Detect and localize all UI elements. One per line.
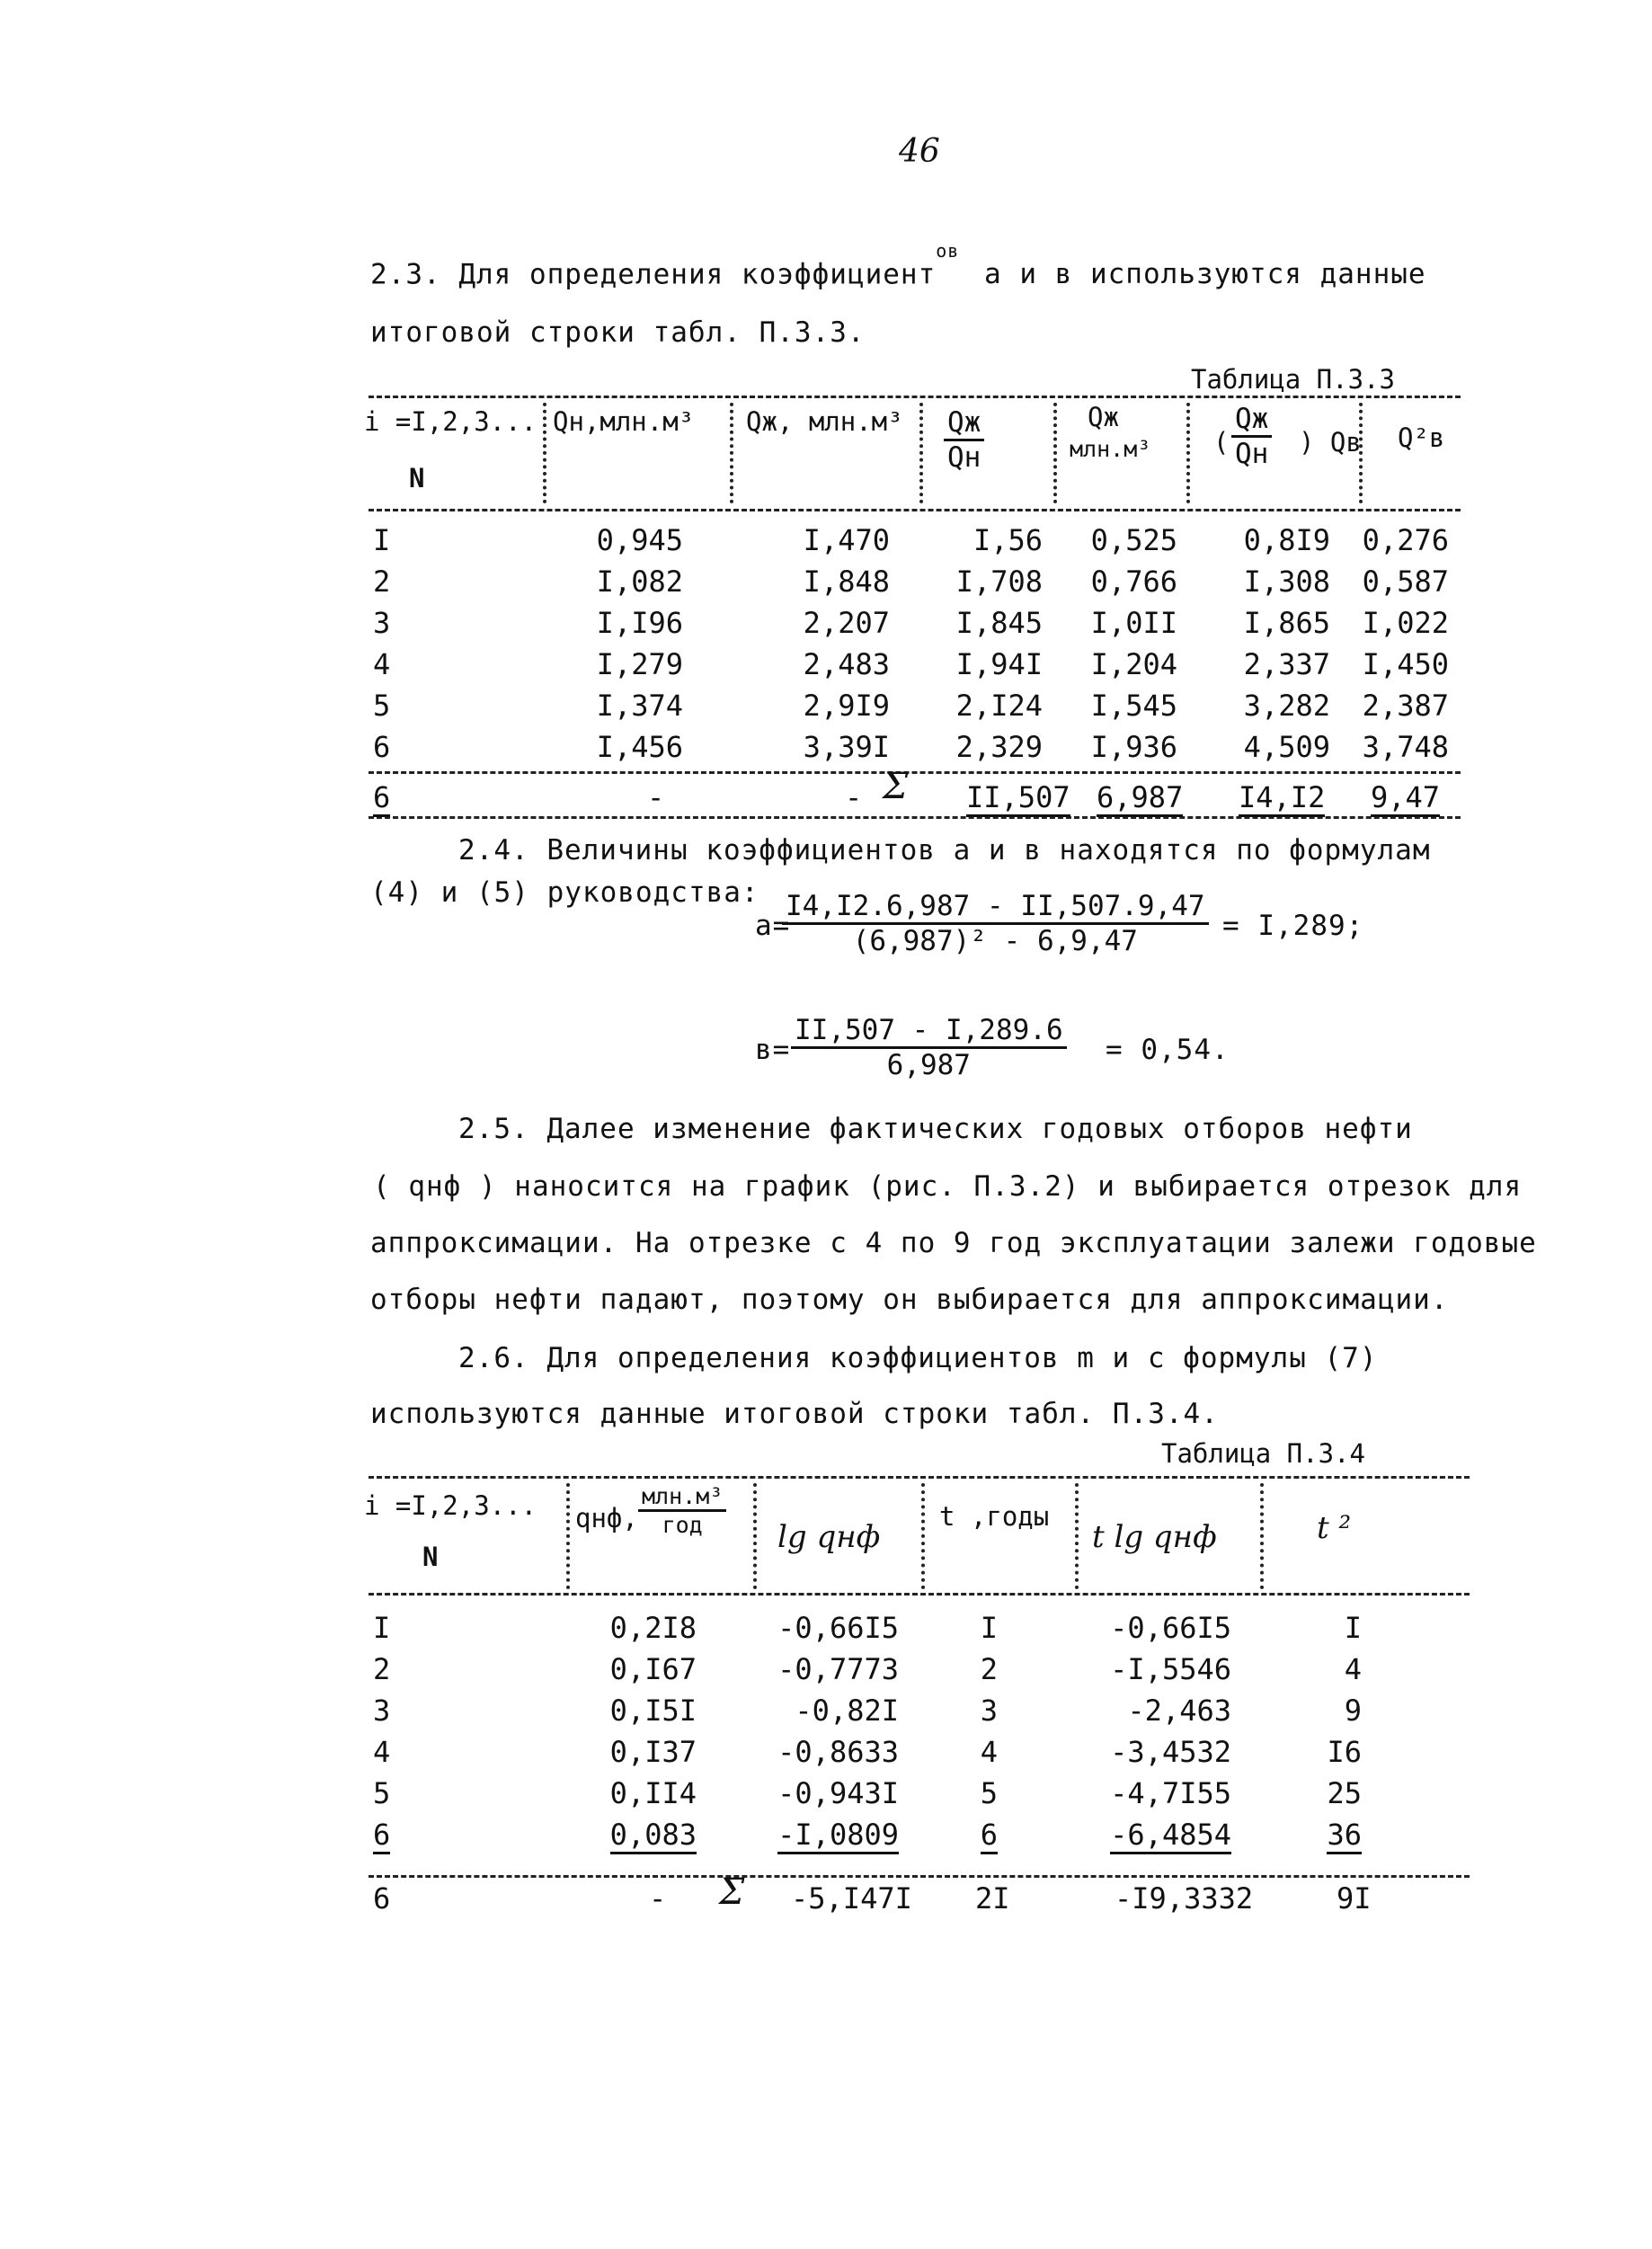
table1-cell-prod: 3,282 [1243, 689, 1330, 723]
table1-total-n: 6 [373, 780, 390, 817]
table1-cell-qzh2: I,0II [1090, 606, 1177, 640]
table2-cell-n: 6 [373, 1818, 390, 1854]
table2-cell-tlgq: -2,463 [1127, 1693, 1231, 1728]
para-2-4-line1: 2.4. Величины коэффициентов а и в находятся по формулам [458, 834, 1431, 867]
table1-total-dash1: - [647, 780, 665, 814]
formula-b-numerator: II,507 - I,289.6 [791, 1014, 1067, 1049]
table1-cell-qzh2: 0,766 [1090, 564, 1177, 599]
table2-cell-t: 5 [980, 1776, 998, 1810]
formula-b-denominator: 6,987 [886, 1049, 971, 1081]
formula-b-label: в= [755, 1034, 791, 1066]
table1-cell-n: 4 [373, 647, 391, 681]
table1-caption: Таблица П.3.3 [1191, 364, 1395, 395]
table2-cell-t2: 25 [1327, 1776, 1362, 1810]
table1-vsep-2 [730, 403, 733, 503]
table1-cell-qv2: 0,276 [1362, 523, 1449, 557]
formula-a-fraction [782, 890, 1209, 957]
table2-header-n: N [422, 1542, 439, 1572]
table2-header-rule [369, 1593, 1470, 1596]
table2-header-qnf-unit [638, 1483, 726, 1538]
table2-cell-t: 2 [980, 1652, 998, 1686]
table1-total-qzh: 6,987 [1097, 780, 1183, 817]
table1-cell-qzh2: 0,525 [1090, 523, 1177, 557]
table2-vsep-5 [1260, 1483, 1264, 1589]
formula-a-denominator: (6,987)² - 6,9,47 [852, 925, 1138, 957]
table1-cell-prod: I,865 [1243, 606, 1330, 640]
para-2-3-line2: итоговой строки табл. П.3.3. [370, 316, 866, 349]
table2-cell-tlgq: -I,5546 [1110, 1652, 1231, 1686]
table2-header-qnf-unit-den: год [662, 1512, 703, 1538]
table1-cell-prod: I,308 [1243, 564, 1330, 599]
table1-cell-qzh2: I,204 [1090, 647, 1177, 681]
table2-cell-lgqnf: -0,8633 [777, 1735, 899, 1769]
table2-header-t: t ,годы [939, 1501, 1050, 1532]
table2-cell-t: 4 [980, 1735, 998, 1769]
table1-header-qzh2-unit: млн.м³ [1070, 436, 1151, 462]
table2-vsep-1 [566, 1483, 570, 1589]
table1-cell-qn: I,082 [596, 564, 683, 599]
table2-cell-qnf: 0,I37 [609, 1735, 697, 1769]
table1-cell-ratio: 2,329 [955, 730, 1043, 764]
table2-cell-qnf: 0,2I8 [609, 1611, 697, 1645]
table1-header-n: N [409, 463, 425, 493]
para-2-3-line1 [370, 240, 1426, 291]
table1-header-ratio2-num: Qж [1231, 403, 1272, 438]
table1-cell-ratio: 2,I24 [955, 689, 1043, 723]
table2-vsep-3 [921, 1483, 925, 1589]
table1-total-dash2: - [845, 780, 863, 814]
table1-cell-qv2: I,450 [1362, 647, 1449, 681]
table2-cell-n: 3 [373, 1693, 391, 1728]
table2-cell-qnf: 0,I5I [609, 1693, 697, 1728]
table2-cell-qnf: 0,II4 [609, 1776, 697, 1810]
table2-top-rule [369, 1476, 1470, 1479]
table2-cell-tlgq: -0,66I5 [1110, 1611, 1231, 1645]
table2-cell-t2: 9 [1344, 1693, 1362, 1728]
formula-a-numerator: I4,I2.6,987 - II,507.9,47 [782, 890, 1209, 925]
table1-cell-n: 3 [373, 606, 391, 640]
table1-cell-qn: 0,945 [596, 523, 683, 557]
table1-cell-prod: 2,337 [1243, 647, 1330, 681]
table2-cell-tlgq: -3,4532 [1110, 1735, 1231, 1769]
table1-cell-prod: 0,8I9 [1243, 523, 1330, 557]
table1-cell-qzh: I,470 [803, 523, 890, 557]
table1-total-qv2: 9,47 [1371, 780, 1440, 817]
table1-cell-n: I [373, 523, 391, 557]
para-2-6-line1: 2.6. Для определения коэффициентов m и c формулы (7) [458, 1342, 1378, 1374]
table1-header-qzh2: Qж [1088, 402, 1119, 432]
table1-header-ratio2-den: Qн [1235, 438, 1269, 470]
table2-header-qnf-unit-num: млн.м³ [638, 1483, 726, 1512]
table1-total-top-rule [369, 771, 1461, 774]
table2-cell-n: 2 [373, 1652, 391, 1686]
table1-header-qv2: Q²в [1398, 422, 1445, 453]
table1-cell-ratio: I,708 [955, 564, 1043, 599]
table1-cell-qv2: 3,748 [1362, 730, 1449, 764]
table1-header-close-paren: ) Qв [1299, 427, 1362, 458]
table1-vsep-1 [543, 403, 546, 503]
table1-header-ratio-num: Qж [944, 406, 984, 441]
table1-cell-ratio: I,845 [955, 606, 1043, 640]
para-2-6-line2: используются данные итоговой строки табл. П.3.4. [370, 1398, 1219, 1430]
table2-total-t: 2I [975, 1881, 1010, 1916]
table2-cell-t: 6 [981, 1818, 998, 1854]
table2-total-n: 6 [373, 1881, 391, 1916]
table2-cell-tlgq: -6,4854 [1110, 1818, 1231, 1854]
table1-total-prod: I4,I2 [1239, 780, 1325, 817]
table2-cell-n: I [373, 1611, 391, 1645]
table1-header-rule [369, 509, 1461, 511]
table1-sum-symbol: Σ [883, 766, 909, 807]
table2-header-qnf: qнф, [575, 1503, 638, 1533]
table2-sum-symbol: Σ [719, 1871, 745, 1913]
table2-vsep-2 [753, 1483, 757, 1589]
table2-total-lgq: -5,I47I [791, 1881, 912, 1916]
formula-b-fraction [791, 1014, 1067, 1081]
formula-a-label: а= [755, 910, 791, 942]
para-2-5-line1: 2.5. Далее изменение фактических годовых отборов нефти [458, 1113, 1413, 1145]
table1-vsep-5 [1186, 403, 1190, 503]
table1-cell-qzh: 2,9I9 [803, 689, 890, 723]
table1-cell-qv2: 2,387 [1362, 689, 1449, 723]
table2-cell-t2: I [1344, 1611, 1362, 1645]
para-2-4-line2: (4) и (5) руководства: [370, 876, 759, 909]
para-2-5-line4: отборы нефти падают, поэтому он выбирается для аппроксимации. [370, 1284, 1449, 1316]
table1-top-rule [369, 396, 1461, 398]
table2-cell-qnf: 0,083 [610, 1818, 697, 1854]
table2-total-t2: 9I [1337, 1881, 1372, 1916]
table2-cell-t2: I6 [1327, 1735, 1362, 1769]
table1-cell-ratio: I,94I [955, 647, 1043, 681]
table1-cell-qv2: I,022 [1362, 606, 1449, 640]
table2-cell-t: I [980, 1611, 998, 1645]
table1-cell-qzh2: I,545 [1090, 689, 1177, 723]
table2-total-rule [369, 1875, 1470, 1878]
table2-header-lgqnf: lg qнф [777, 1519, 881, 1555]
table2-vsep-4 [1075, 1483, 1079, 1589]
table2-cell-lgqnf: -0,66I5 [777, 1611, 899, 1645]
table1-cell-qn: I,374 [596, 689, 683, 723]
table2-cell-n: 5 [373, 1776, 391, 1810]
table2-header-t2: t ² [1317, 1510, 1352, 1546]
table1-header-qn: Qн,млн.м³ [553, 406, 695, 437]
table1-header-ratio2 [1231, 403, 1272, 470]
table1-vsep-3 [919, 403, 923, 503]
table2-total-dash: - [649, 1881, 667, 1916]
table2-cell-qnf: 0,I67 [609, 1652, 697, 1686]
table2-total-tlgq: -I9,3332 [1115, 1881, 1254, 1916]
table1-cell-n: 2 [373, 564, 391, 599]
table1-cell-prod: 4,509 [1243, 730, 1330, 764]
table1-cell-n: 5 [373, 689, 391, 723]
table2-cell-lgqnf: -0,943I [777, 1776, 899, 1810]
para-2-3-text-rest: а и в используются данные [984, 258, 1426, 291]
table2-cell-lgqnf: -I,0809 [777, 1818, 899, 1854]
table1-cell-qzh: 3,39I [803, 730, 890, 764]
table2-cell-lgqnf: -0,7773 [777, 1652, 899, 1686]
para-2-3-superscript: ов [936, 240, 960, 262]
table1-cell-qn: I,I96 [596, 606, 683, 640]
table1-cell-n: 6 [373, 730, 391, 764]
table1-cell-qzh: 2,207 [803, 606, 890, 640]
table2-cell-t2: 36 [1327, 1818, 1362, 1854]
table1-header-ratio [944, 406, 984, 474]
table2-cell-tlgq: -4,7I55 [1110, 1776, 1231, 1810]
table1-cell-qzh: I,848 [803, 564, 890, 599]
table1-vsep-6 [1359, 403, 1363, 503]
table1-total-ratio: II,507 [966, 780, 1070, 817]
para-2-5-line3: аппроксимации. На отрезке с 4 по 9 год эксплуатации залежи годовые [370, 1227, 1537, 1259]
page-number: 46 [899, 133, 940, 170]
table1-cell-qzh: 2,483 [803, 647, 890, 681]
table2-caption: Таблица П.3.4 [1161, 1438, 1365, 1469]
table1-cell-qv2: 0,587 [1362, 564, 1449, 599]
formula-a-result: = I,289; [1222, 910, 1364, 942]
table1-header-ratio-den: Qн [947, 441, 981, 474]
table1-header-qzh: Qж, млн.м³ [746, 406, 903, 437]
table1-cell-qn: I,279 [596, 647, 683, 681]
para-2-5-line2: ( qнф ) наносится на график (рис. П.3.2) и выбирается отрезок для [373, 1170, 1523, 1203]
para-2-3-text: 2.3. Для определения коэффициент [370, 258, 937, 291]
table1-cell-qn: I,456 [596, 730, 683, 764]
table2-cell-lgqnf: -0,82I [795, 1693, 899, 1728]
table2-cell-n: 4 [373, 1735, 391, 1769]
table1-header-open-paren: ( [1213, 427, 1230, 458]
table2-cell-t: 3 [980, 1693, 998, 1728]
table2-header-tlgq: t lg qнф [1092, 1519, 1217, 1555]
table1-header-index: i =I,2,3... [364, 406, 537, 437]
table1-vsep-4 [1053, 403, 1057, 503]
table2-cell-t2: 4 [1344, 1652, 1362, 1686]
formula-b-result: = 0,54. [1106, 1034, 1230, 1066]
table1-cell-ratio: I,56 [973, 523, 1043, 557]
table1-cell-qzh2: I,936 [1090, 730, 1177, 764]
table2-header-index: i =I,2,3... [364, 1490, 537, 1521]
